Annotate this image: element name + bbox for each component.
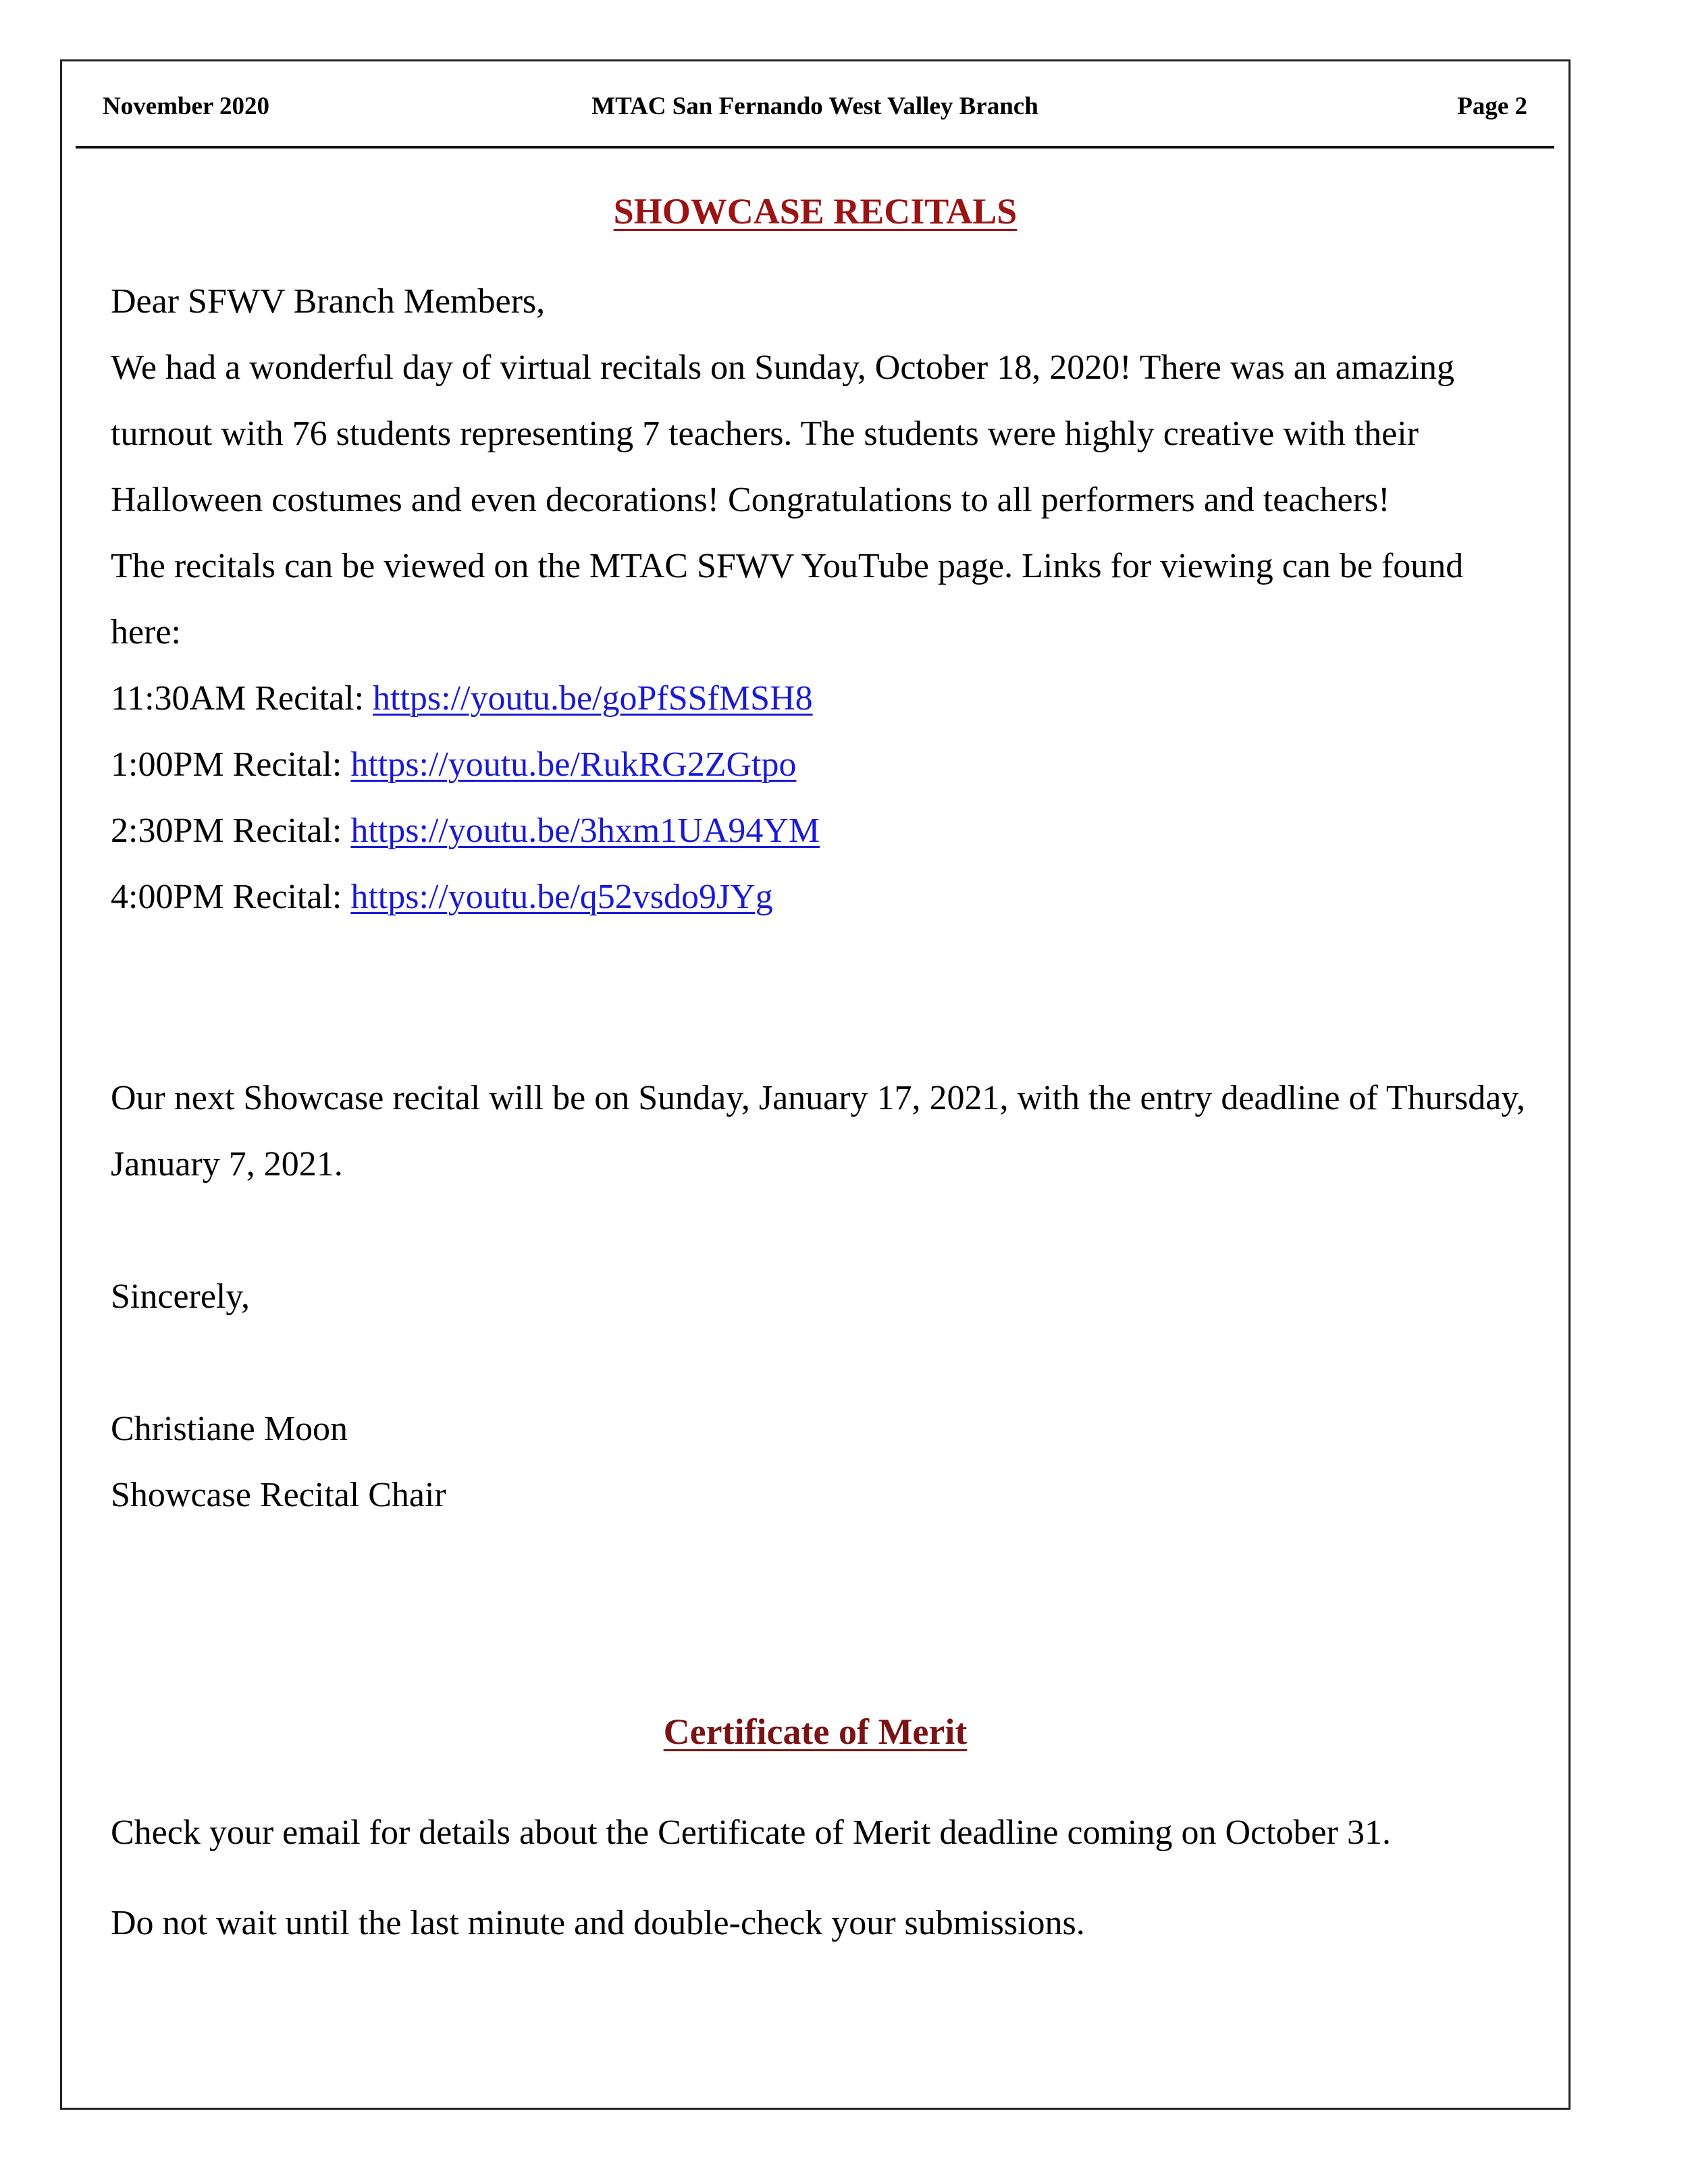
- header-divider: [76, 146, 1554, 149]
- recital-label: 1:00PM Recital:: [111, 745, 351, 784]
- certificate-of-merit-title: Certificate of Merit: [663, 1711, 968, 1752]
- header-date: November 2020: [103, 92, 269, 120]
- recital-link-100pm[interactable]: https://youtu.be/RukRG2ZGtpo: [350, 745, 797, 784]
- page-header: [76, 86, 1554, 127]
- intro-paragraph: We had a wonderful day of virtual recitals on Sunday, October 18, 2020! There was an amazing turnout with 76 students representing 7 teachers. The students were highly creative with their Halloween costumes and even decorations! Congratulations to all performers and teachers!: [111, 348, 1454, 519]
- recital-link-230pm[interactable]: https://youtu.be/3hxm1UA94YM: [350, 811, 820, 850]
- recital-link-row: [111, 732, 1542, 798]
- recital-link-row: [111, 864, 1542, 930]
- recital-link-400pm[interactable]: https://youtu.be/q52vsdo9JYg: [350, 878, 773, 916]
- recital-link-row: [111, 798, 1542, 864]
- showcase-recitals-title: SHOWCASE RECITALS: [613, 191, 1018, 232]
- recital-link-1130am[interactable]: https://youtu.be/goPfSSfMSH8: [373, 679, 813, 718]
- showcase-letter-body: [111, 269, 1542, 930]
- salutation: Dear SFWV Branch Members,: [111, 282, 546, 321]
- next-recital-paragraph: Our next Showcase recital will be on Sunday, January 17, 2021, with the entry deadline of Thursday, January 7, 2021.: [111, 1079, 1525, 1183]
- merit-line-1: Check your email for details about the Certificate of Merit deadline coming on October 31.: [111, 1813, 1391, 1852]
- merit-line-2: Do not wait until the last minute and double-check your submissions.: [111, 1904, 1085, 1942]
- viewing-paragraph: The recitals can be viewed on the MTAC SFWV YouTube page. Links for viewing can be found here:: [111, 547, 1464, 651]
- signer-title: Showcase Recital Chair: [111, 1476, 446, 1514]
- recital-label: 4:00PM Recital:: [111, 878, 351, 916]
- signature: [111, 1396, 1542, 1528]
- header-page-number: Page 2: [1457, 92, 1527, 120]
- merit-body: [111, 1788, 1542, 1969]
- recital-link-row: [111, 666, 1542, 732]
- closing: Sincerely,: [111, 1277, 250, 1316]
- recital-label: 2:30PM Recital:: [111, 811, 351, 850]
- header-title: MTAC San Fernando West Valley Branch: [591, 92, 1038, 120]
- signer-name: Christiane Moon: [111, 1410, 348, 1448]
- recital-label: 11:30AM Recital:: [111, 679, 373, 718]
